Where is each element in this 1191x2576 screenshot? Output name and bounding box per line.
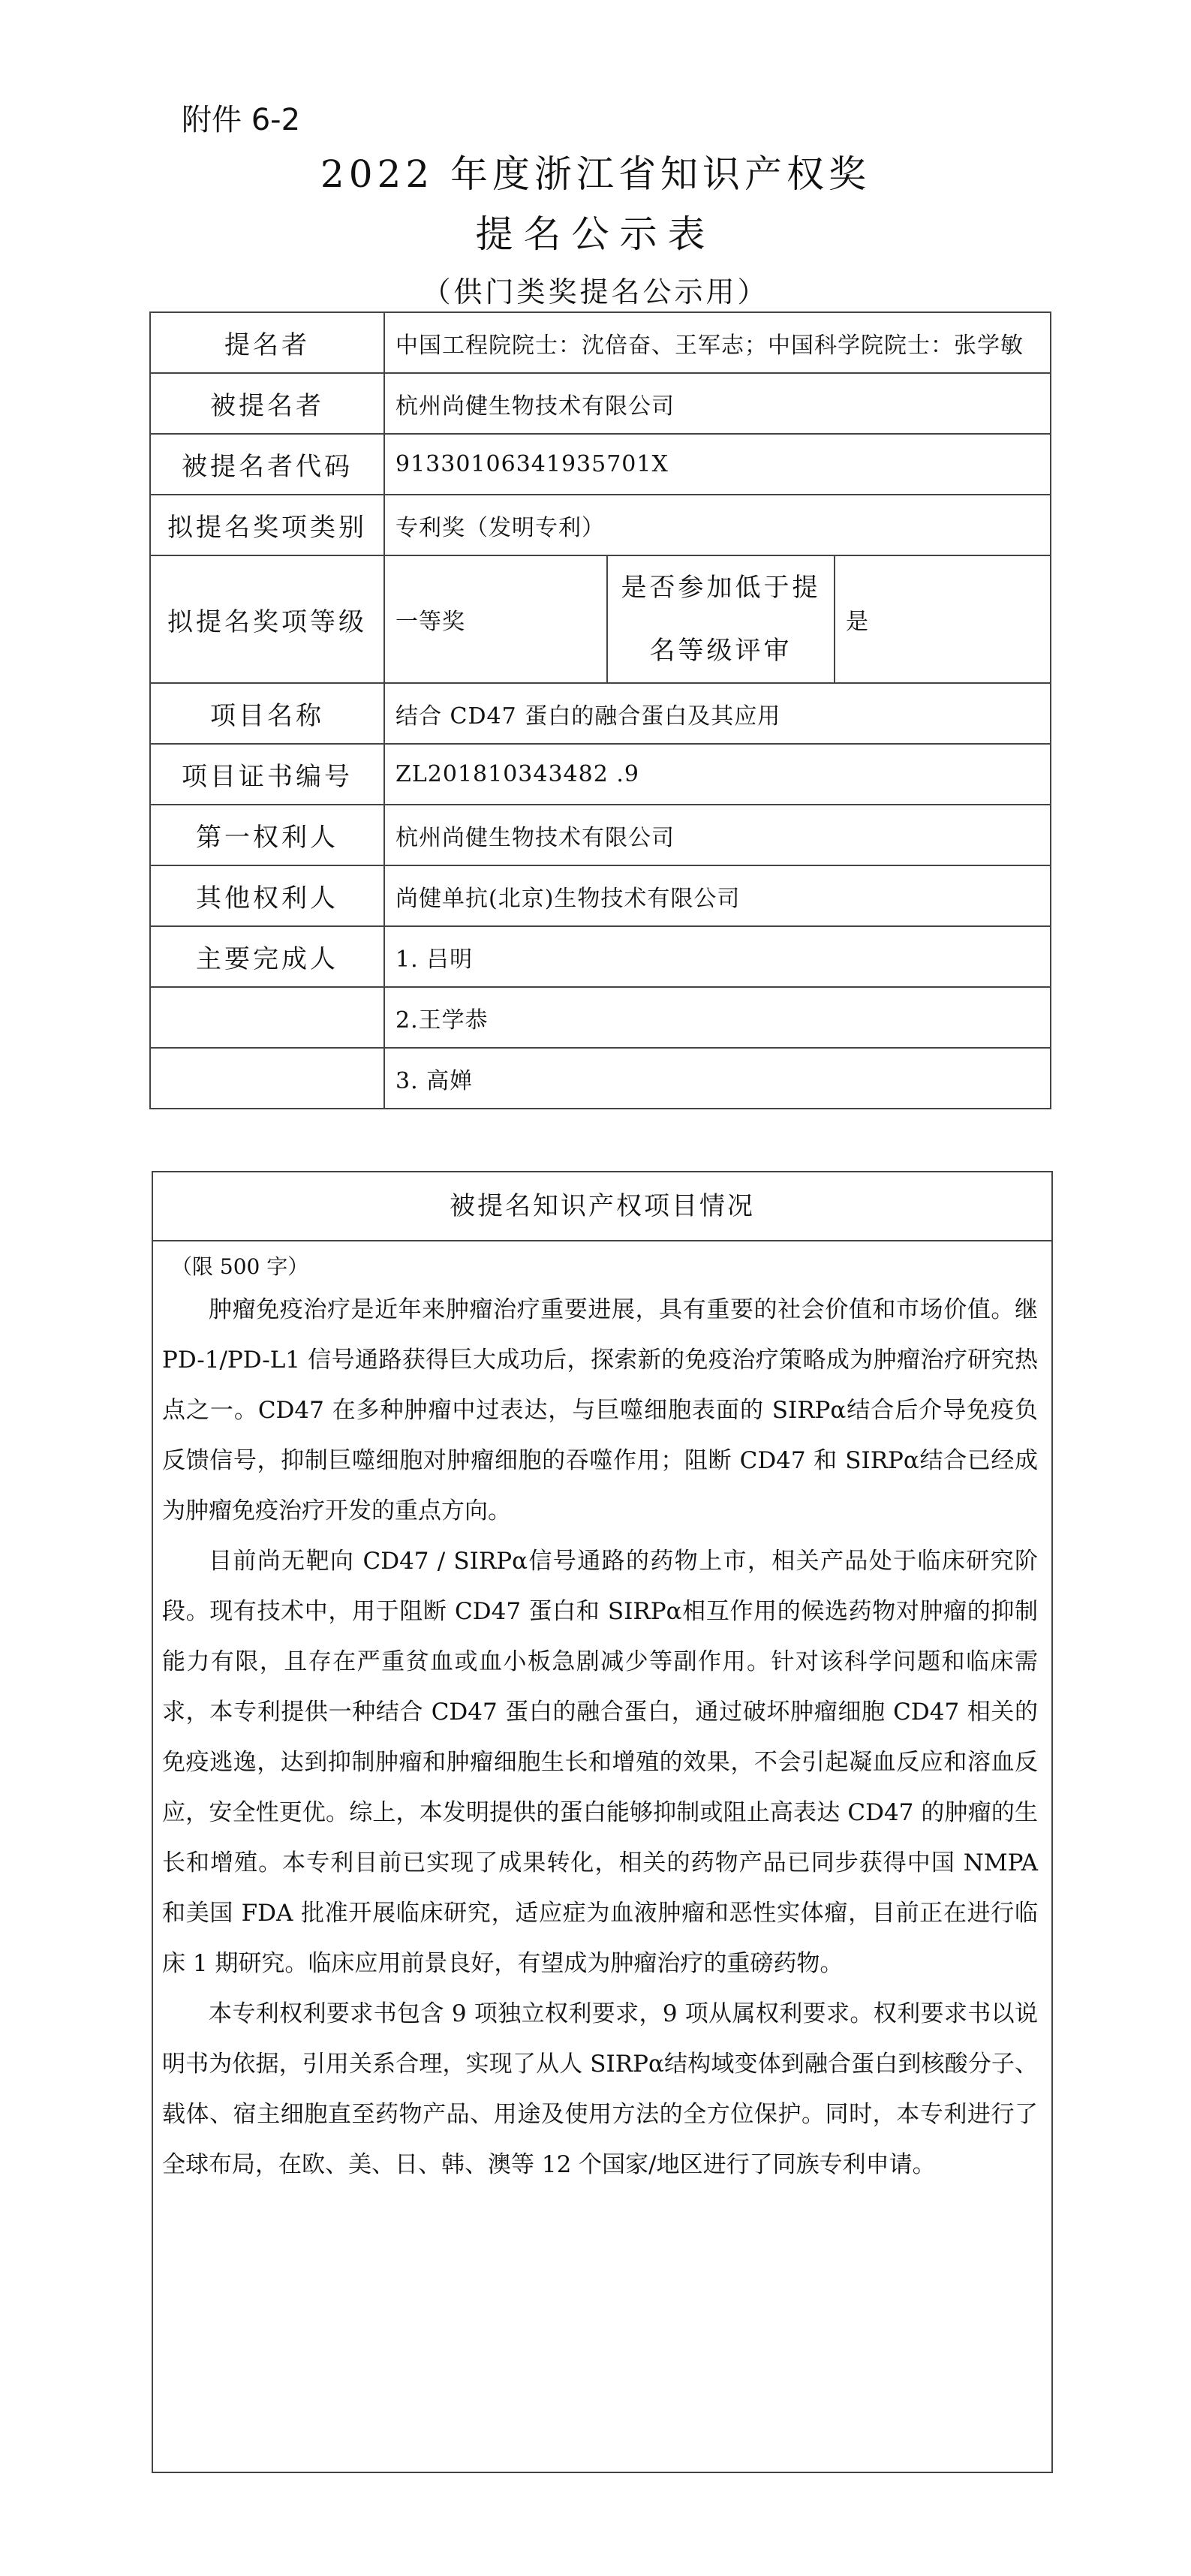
row-first-holder [150, 805, 1051, 865]
row-award-category [150, 495, 1051, 555]
row-award-level [150, 555, 1051, 683]
project-name-label: 项目名称 [150, 683, 384, 744]
lower-level-review-label: 是否参加低于提名等级评审 [607, 555, 835, 683]
word-limit-note: （限 500 字） [171, 1254, 309, 1279]
row-nominator [150, 312, 1051, 373]
award-category-label: 拟提名奖项类别 [150, 495, 384, 555]
description-paragraph: 本专利权利要求书包含 9 项独立权利要求，9 项从属权利要求。权利要求书以说明书为依据，引用关系合理，实现了从人 SIRPα结构域变体到融合蛋白到核酸分子、载体、宿主细胞直至药物产品、用途及使用方法的全方位保护。同时，本专利进行了全球布局，在欧、美、日、韩、澳等 12 个国家/地区进行了同族专利申请。 [162, 2000, 1038, 2178]
lower-level-review-value: 是 [835, 555, 1051, 683]
description-body [153, 1280, 1051, 2190]
row-completer-1 [150, 926, 1051, 987]
certificate-no-value: ZL201810343482 .9 [384, 744, 1051, 805]
section-heading: 被提名知识产权项目情况 [153, 1172, 1051, 1241]
other-holder-value: 尚健单抗(北京)生物技术有限公司 [384, 865, 1051, 926]
nominee-value: 杭州尚健生物技术有限公司 [384, 373, 1051, 434]
page-title-line2: 提名公示表 [475, 212, 716, 256]
page-title: 2022 年度浙江省知识产权奖 [320, 152, 871, 196]
nominee-code-value: 91330106341935701X [384, 434, 1051, 495]
row-nominee [150, 373, 1051, 434]
completer-item: 1. 吕明 [384, 926, 1051, 987]
project-name-value: 结合 CD47 蛋白的融合蛋白及其应用 [384, 683, 1051, 744]
row-nominee-code [150, 434, 1051, 495]
award-category-value: 专利奖（发明专利） [384, 495, 1051, 555]
row-completer-2 [150, 987, 1051, 1048]
nominator-value: 中国工程院院士：沈倍奋、王军志；中国科学院院士：张学敏 [384, 312, 1051, 373]
nominator-label: 提名者 [150, 312, 384, 373]
nominee-label: 被提名者 [150, 373, 384, 434]
description-paragraph: 目前尚无靶向 CD47 / SIRPα信号通路的药物上市，相关产品处于临床研究阶段。现有技术中，用于阻断 CD47 蛋白和 SIRPα相互作用的候选药物对肿瘤的抑制能力有限，且存在严重贫血或血小板急剧减少等副作用。针对该科学问题和临床需求，本专利提供一种结合 CD47 蛋白的融合蛋白，通过破坏肿瘤细胞 CD47 相关的免疫逃逸，达到抑制肿瘤和肿瘤细胞生长和增殖的效果，不会引起凝血反应和溶血反应，安全性更优。综上，本发明提供的蛋白能够抑制或阻止高表达 CD47 的肿瘤的生长和增殖。本专利目前已实现了成果转化，相关的药物产品已同步获得中国 NMPA 和美国 FDA 批准开展临床研究，适应症为血液肿瘤和恶性实体瘤，目前正在进行临床 1 期研究。临床应用前景良好，有望成为肿瘤治疗的重磅药物。 [162, 1548, 1038, 1977]
first-holder-label: 第一权利人 [150, 805, 384, 865]
description-paragraph: 肿瘤免疫治疗是近年来肿瘤治疗重要进展，具有重要的社会价值和市场价值。继 PD-1/PD-L1 信号通路获得巨大成功后，探索新的免疫治疗策略成为肿瘤治疗研究热点之一。CD47 在多种肿瘤中过表达，与巨噬细胞表面的 SIRPα结合后介导免疫负反馈信号，抑制巨噬细胞对肿瘤细胞的吞噬作用；阻断 CD47 和 SIRPα结合已经成为肿瘤免疫治疗开发的重点方向。 [162, 1296, 1038, 1524]
row-certificate-no [150, 744, 1051, 805]
award-level-value: 一等奖 [384, 555, 607, 683]
nominee-code-label: 被提名者代码 [150, 434, 384, 495]
nomination-info-table [149, 311, 1051, 1109]
certificate-no-label: 项目证书编号 [150, 744, 384, 805]
completers-label: 主要完成人 [150, 926, 384, 987]
row-completer-3 [150, 1048, 1051, 1109]
completers-empty-label [150, 987, 384, 1048]
completer-item: 3. 高婵 [384, 1048, 1051, 1109]
completers-empty-label [150, 1048, 384, 1109]
row-other-holder [150, 865, 1051, 926]
other-holder-label: 其他权利人 [150, 865, 384, 926]
page-subtitle: （供门类奖提名公示用） [422, 275, 769, 308]
row-project-name [150, 683, 1051, 744]
completer-item: 2.王学恭 [384, 987, 1051, 1048]
project-description-section [152, 1171, 1053, 2473]
attachment-label: 附件 6-2 [182, 103, 301, 137]
award-level-label: 拟提名奖项等级 [150, 555, 384, 683]
first-holder-value: 杭州尚健生物技术有限公司 [384, 805, 1051, 865]
